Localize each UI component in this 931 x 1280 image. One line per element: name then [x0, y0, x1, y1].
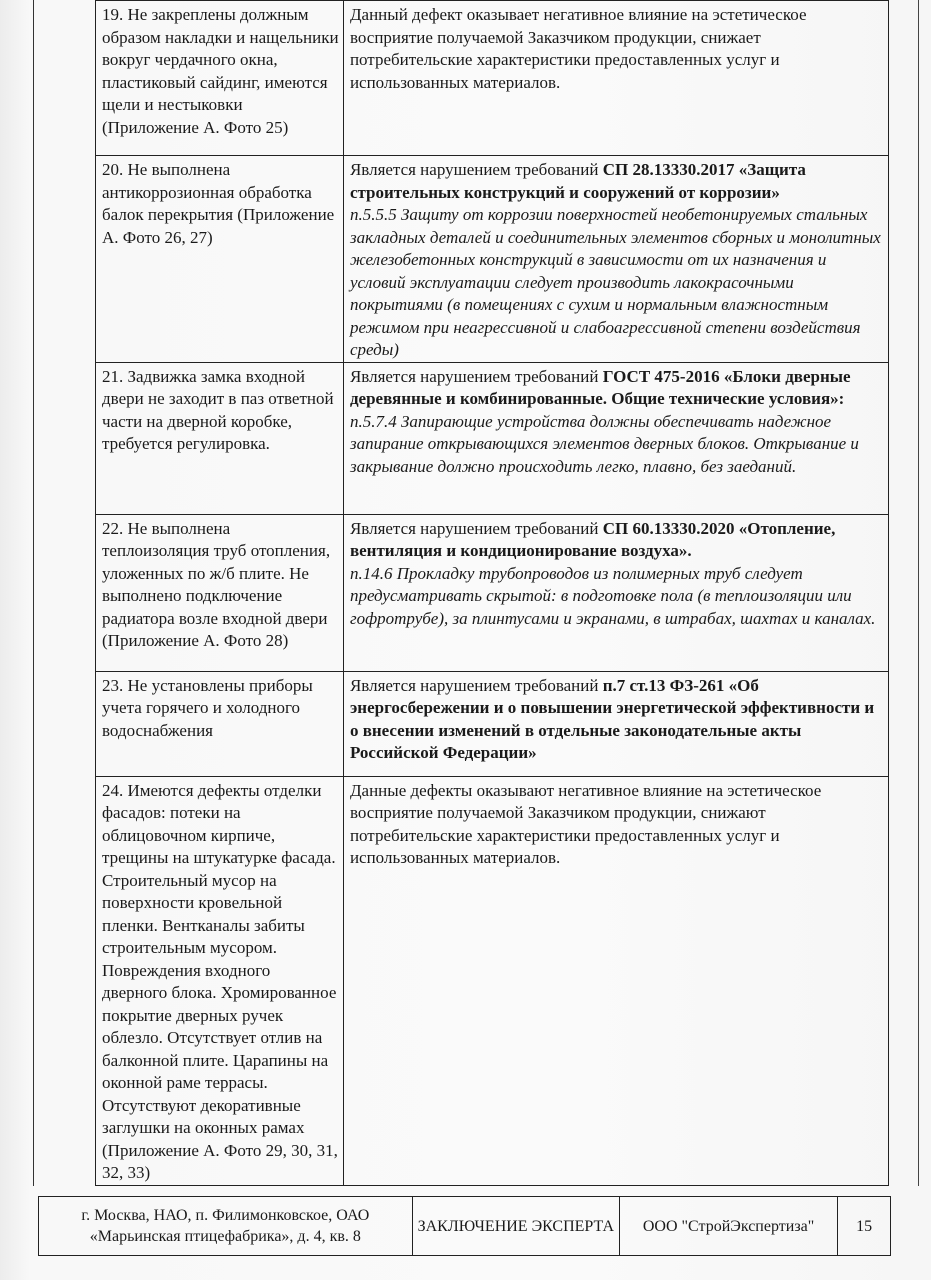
- defects-table: [95, 0, 889, 1186]
- defect-cell: 19. Не закреплены должным образом накладки и нащельники вокруг чердачного окна, пластиковый сайдинг, имеются щели и нестыковки (Приложение А. Фото 25): [96, 1, 344, 156]
- defect-cell: 20. Не выполнена антикоррозионная обработка балок перекрытия (Приложение А. Фото 26, 27): [96, 156, 344, 363]
- assessment-cell: Данный дефект оказывает негативное влияние на эстетическое восприятие получаемой Заказчиком продукции, снижает потребительские характеристики предоставленных услуг и использованных материалов.: [343, 1, 888, 156]
- norm-reference: ГОСТ 475-2016 «Блоки дверные деревянные и комбинированные. Общие технические условия»:: [349, 366, 851, 408]
- norm-clause: п.5.5.5 Защиту от коррозии поверхностей необетонируемых стальных закладных деталей и соединительных элементов сборных и монолитных железобетонных конструкций в зависимости от их назначения и условий эксплуатации следует производить лакокрасочными покрытиями (в помещениях с сухим и нормальным влажностным режимом при неагрессивной и слабоагрессивной степени воздействия среды): [349, 205, 881, 359]
- footer-doc-title: ЗАКЛЮЧЕНИЕ ЭКСПЕРТА: [413, 1197, 620, 1255]
- footer-address: г. Москва, НАО, п. Филимонковское, ОАО «Марьинская птицефабрика», д. 4, кв. 8: [39, 1197, 413, 1255]
- assessment-intro: Является нарушением требований: [349, 518, 603, 538]
- norm-clause: п.5.7.4 Запирающие устройства должны обеспечивать надежное запирание открывающихся элементов дверных блоков. Открывание и закрывание должно происходить легко, плавно, без заеданий.: [349, 411, 859, 476]
- defect-cell: 24. Имеются дефекты отделки фасадов: потеки на облицовочном кирпиче, трещины на штукатурке фасада. Строительный мусор на поверхности кровельной пленки. Вентканалы забиты строительным мусором. Повреждения входного дверного блока. Хромированное покрытие дверных ручек облезло. Отсутствует отлив на балконной плите. Царапины на оконной раме террасы. Отсутствуют декоративные заглушки на оконных рамах (Приложение А. Фото 29, 30, 31, 32, 33): [96, 776, 344, 1185]
- table-row: [96, 776, 889, 1185]
- table-row: [96, 514, 889, 671]
- page-frame-right-line: [918, 0, 919, 1186]
- assessment-intro: Является нарушением требований: [349, 675, 603, 695]
- table-row: [96, 1, 889, 156]
- assessment-intro: Является нарушением требований: [349, 366, 603, 386]
- page-frame-left-line: [33, 0, 34, 1186]
- norm-reference: п.7 ст.13 ФЗ-261 «Об энергосбережении и о повышении энергетической эффективности и о внесении изменений в отдельные законодательные акты Российской Федерации»: [349, 675, 875, 762]
- page-number: 15: [856, 1217, 873, 1235]
- table-row: [96, 156, 889, 363]
- assessment-cell: Данные дефекты оказывают негативное влияние на эстетическое восприятие получаемой Заказчиком продукции, снижают потребительские характеристики предоставленных услуг и использованных материалов.: [343, 776, 888, 1185]
- assessment-cell: [343, 362, 888, 514]
- defect-cell: 23. Не установлены приборы учета горячего и холодного водоснабжения: [96, 671, 344, 776]
- norm-reference: СП 28.13330.2017 «Защита строительных конструкций и сооружений от коррозии»: [349, 160, 806, 202]
- defect-cell: 22. Не выполнена теплоизоляция труб отопления, уложенных по ж/б плите. Не выполнено подключение радиатора возле входной двери (Приложение А. Фото 28): [96, 514, 344, 671]
- footer-organization: ООО "СтройЭкспертиза": [620, 1197, 838, 1255]
- assessment-cell: [343, 671, 888, 776]
- document-footer: [38, 1196, 891, 1256]
- norm-reference: СП 60.13330.2020 «Отопление, вентиляция и кондиционирование воздуха».: [349, 518, 836, 560]
- assessment-cell: [343, 514, 888, 671]
- assessment-intro: Является нарушением требований: [349, 160, 603, 179]
- assessment-cell: [343, 156, 888, 363]
- defect-cell: 21. Задвижка замка входной двери не заходит в паз ответной части на дверной коробке, требуется регулировка.: [96, 362, 344, 514]
- table-row: [96, 671, 889, 776]
- norm-clause: п.14.6 Прокладку трубопроводов из полимерных труб следует предусматривать скрытой: в подготовке пола (в теплоизоляции или гофротрубе), за плинтусами и экранами, в штрабах, шахтах и каналах.: [349, 563, 876, 628]
- table-row: [96, 362, 889, 514]
